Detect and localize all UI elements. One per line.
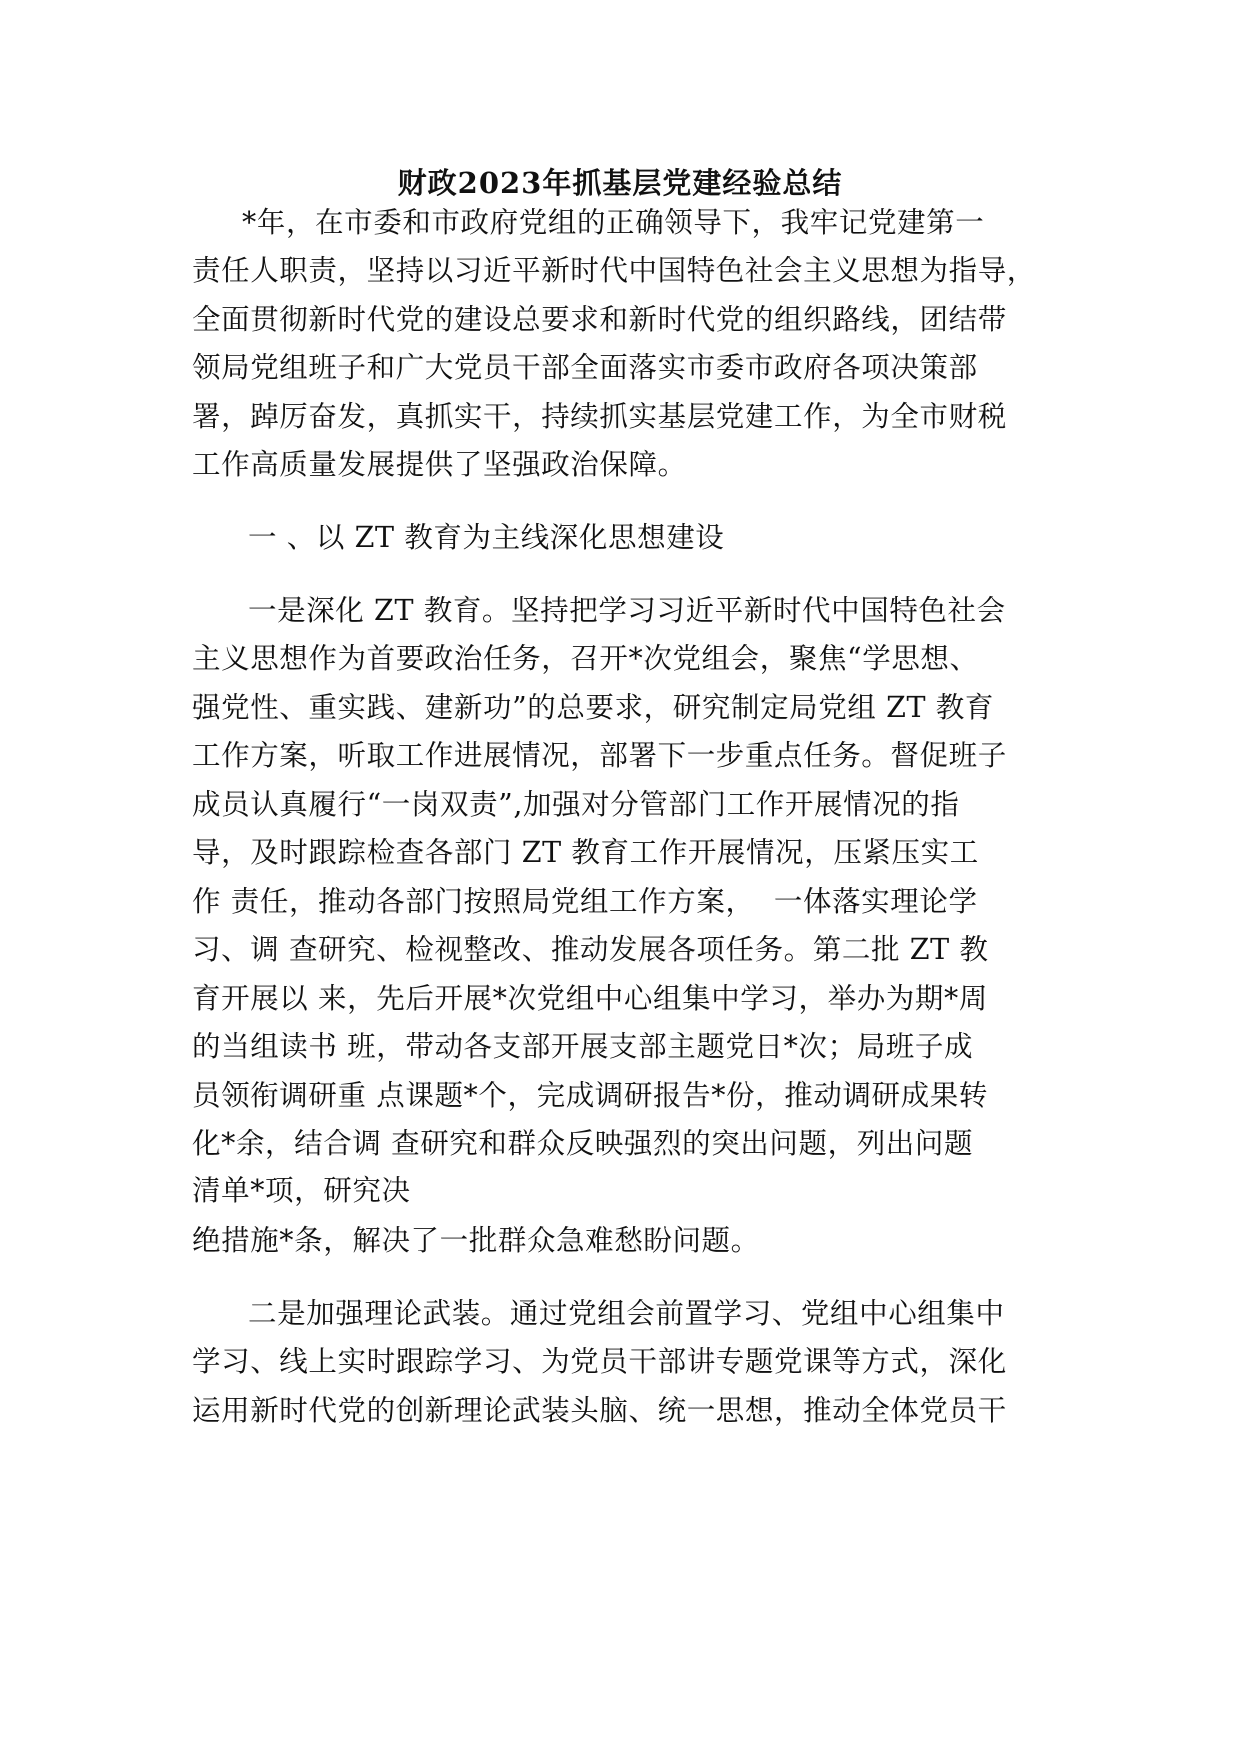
body-line: 领局党组班子和广大党员干部全面落实市委市政府各项决策部 xyxy=(192,351,978,384)
body-line: 导，及时跟踪检查各部门 ZT 教育工作开展情况，压紧压实工 xyxy=(192,836,979,869)
body-line: 工作方案，听取工作进展情况，部署下一步重点任务。督促班子 xyxy=(192,739,1007,772)
body-line: 工作高质量发展提供了坚强政治保障。 xyxy=(192,448,687,481)
body-line: *年，在市委和市政府党组的正确领导下，我牢记党建第一 xyxy=(242,206,985,239)
body-line: 习、调 查研究、检视整改、推动发展各项任务。第二批 ZT 教 xyxy=(192,933,989,966)
body-line: 作 责任，推动各部门按照局党组工作方案， 一体落实理论学 xyxy=(192,885,978,918)
body-line: 二是加强理论武装。通过党组会前置学习、党组中心组集中 xyxy=(248,1297,1005,1330)
body-line: 清单*项，研究决 xyxy=(192,1174,411,1207)
body-line: 运用新时代党的创新理论武装头脑、统一思想，推动全体党员干 xyxy=(192,1394,1007,1427)
body-line: 全面贯彻新时代党的建设总要求和新时代党的组织路线，团结带 xyxy=(192,303,1007,336)
body-line: 强党性、重实践、建新功”的总要求，研究制定局党组 ZT 教育 xyxy=(192,691,995,724)
body-line: 绝措施*条，解决了一批群众急难愁盼问题。 xyxy=(192,1224,760,1257)
section-heading: 一 、以 ZT 教育为主线深化思想建设 xyxy=(248,521,725,554)
body-line: 学习、线上实时跟踪学习、为党员干部讲专题党课等方式，深化 xyxy=(192,1345,1007,1378)
body-line: 的当组读书 班，带动各支部开展支部主题党日*次；局班子成 xyxy=(192,1030,974,1063)
body-line: 育开展以 来，先后开展*次党组中心组集中学习，举办为期*周 xyxy=(192,982,988,1015)
body-line: 主义思想作为首要政治任务，召开*次党组会，聚焦“学思想、 xyxy=(192,642,979,675)
body-line: 责任人职责，坚持以习近平新时代中国特色社会主义思想为指导， xyxy=(192,254,1036,287)
body-line: 一是深化 ZT 教育。坚持把学习习近平新时代中国特色社会 xyxy=(248,594,1006,627)
body-line: 署，踔厉奋发，真抓实干，持续抓实基层党建工作，为全市财税 xyxy=(192,400,1007,433)
body-line: 员领衔调研重 点课题*个，完成调研报告*份，推动调研成果转 xyxy=(192,1079,988,1112)
body-line: 成员认真履行“一岗双责”,加强对分管部门工作开展情况的指 xyxy=(192,788,960,821)
document-title: 财政2023年抓基层党建经验总结 xyxy=(397,166,843,200)
body-line: 化*余，结合调 查研究和群众反映强烈的突出问题，列出问题 xyxy=(192,1127,974,1160)
